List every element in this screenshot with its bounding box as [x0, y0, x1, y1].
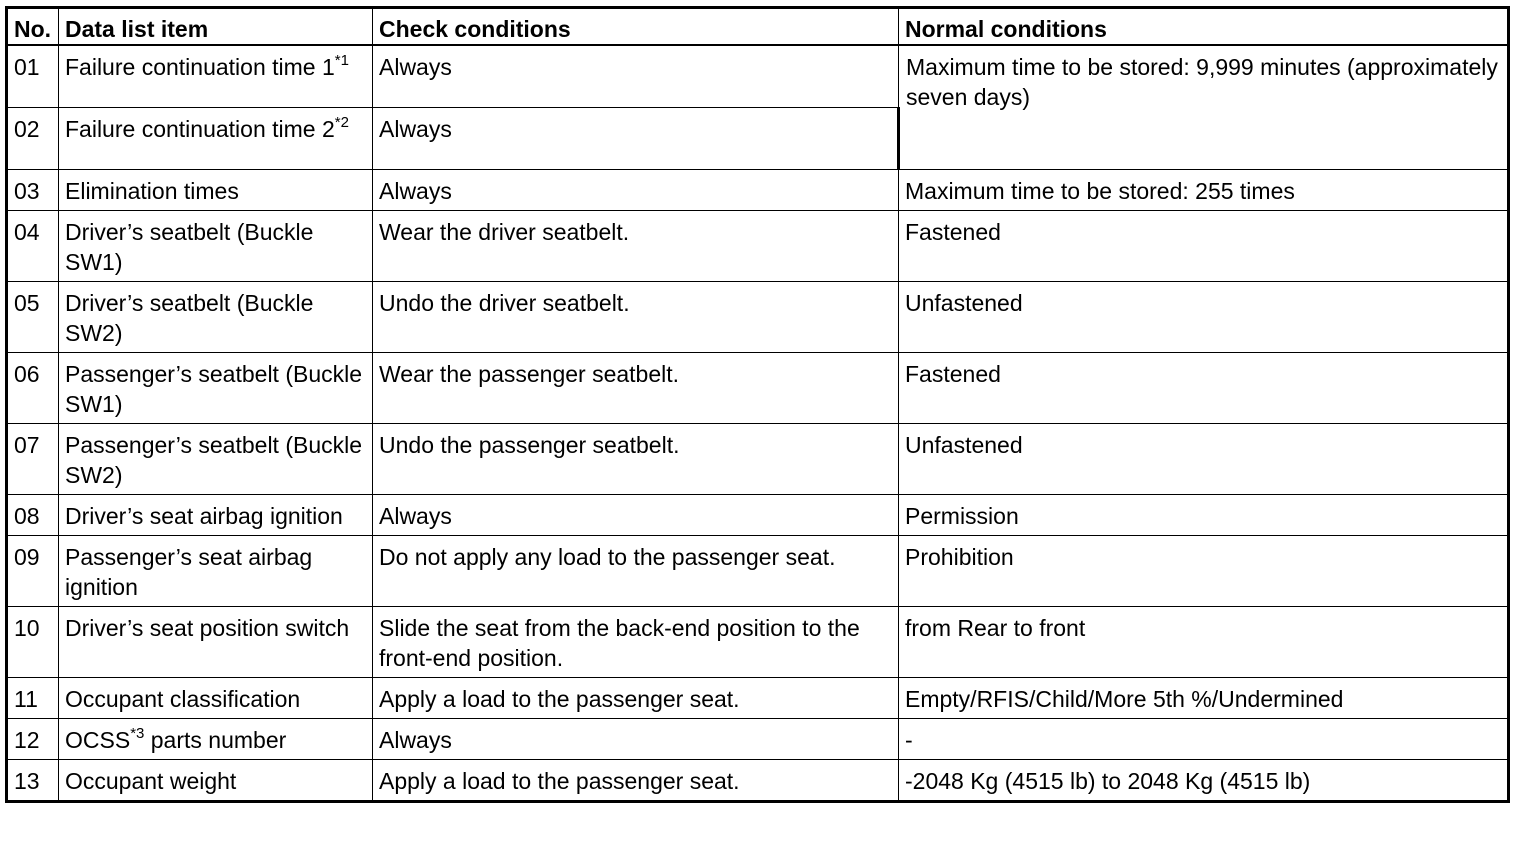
footnote-mark: *1 [334, 52, 349, 69]
table-row [7, 352, 1509, 423]
cell-normal: Empty/RFIS/Child/More 5th %/Undermined [899, 677, 1509, 718]
cell-no: 13 [7, 759, 59, 801]
cell-normal: Unfastened [899, 281, 1509, 352]
table-row [7, 494, 1509, 535]
footnote-mark: *3 [130, 724, 145, 742]
cell-check: Do not apply any load to the passenger seat. [373, 535, 899, 606]
cell-item: Driver’s seat position switch [59, 606, 373, 677]
cell-check: Wear the driver seatbelt. [373, 210, 899, 281]
cell-item-text: parts number [144, 726, 287, 753]
cell-normal: Permission [899, 494, 1509, 535]
cell-normal: from Rear to front [899, 606, 1509, 677]
cell-item: Elimination times [59, 169, 373, 210]
header-check-conditions: Check conditions [373, 8, 899, 46]
table-row [7, 677, 1509, 718]
cell-no: 08 [7, 494, 59, 535]
cell-no: 09 [7, 535, 59, 606]
cell-normal: - [899, 718, 1509, 759]
table-row [7, 606, 1509, 677]
table-row [7, 423, 1509, 494]
table-row [7, 281, 1509, 352]
cell-item-text: Failure continuation time 1 [65, 54, 335, 80]
cell-normal: Maximum time to be stored: 255 times [899, 169, 1509, 210]
cell-check: Apply a load to the passenger seat. [373, 677, 899, 718]
cell-normal: Prohibition [899, 535, 1509, 606]
cell-normal: Fastened [899, 210, 1509, 281]
table-row [7, 718, 1509, 759]
cell-item [59, 718, 373, 759]
cell-no: 02 [7, 107, 59, 169]
cell-item: Passenger’s seatbelt (Buckle SW2) [59, 423, 373, 494]
cell-no: 11 [7, 677, 59, 718]
cell-item: Occupant classification [59, 677, 373, 718]
header-no: No. [7, 8, 59, 46]
cell-no: 05 [7, 281, 59, 352]
cell-item: Passenger’s seatbelt (Buckle SW1) [59, 352, 373, 423]
table-row [7, 759, 1509, 801]
cell-item [59, 107, 373, 169]
cell-item: Driver’s seatbelt (Buckle SW1) [59, 210, 373, 281]
cell-normal: -2048 Kg (4515 lb) to 2048 Kg (4515 lb) [899, 759, 1509, 801]
cell-normal: Maximum time to be stored: 9,999 minutes (approximately seven days) [899, 45, 1509, 169]
header-normal-conditions: Normal conditions [899, 8, 1509, 46]
cell-item: Driver’s seatbelt (Buckle SW2) [59, 281, 373, 352]
cell-no: 06 [7, 352, 59, 423]
cell-check: Wear the passenger seatbelt. [373, 352, 899, 423]
cell-item: Occupant weight [59, 759, 373, 801]
cell-item: Passenger’s seat airbag ignition [59, 535, 373, 606]
cell-no: 10 [7, 606, 59, 677]
cell-check: Apply a load to the passenger seat. [373, 759, 899, 801]
footnote-mark: *2 [334, 113, 349, 131]
cell-no: 12 [7, 718, 59, 759]
table-row [7, 169, 1509, 210]
cell-check: Always [373, 718, 899, 759]
cell-check: Always [373, 107, 899, 169]
table-header-row [7, 8, 1509, 46]
table-row [7, 45, 1509, 107]
cell-no: 03 [7, 169, 59, 210]
cell-check: Undo the driver seatbelt. [373, 281, 899, 352]
cell-check: Undo the passenger seatbelt. [373, 423, 899, 494]
data-list-table [5, 6, 1510, 803]
table-row [7, 210, 1509, 281]
cell-normal: Unfastened [899, 423, 1509, 494]
cell-no: 04 [7, 210, 59, 281]
cell-check: Always [373, 494, 899, 535]
cell-item-text: Failure continuation time 2 [65, 115, 335, 142]
cell-check: Always [373, 169, 899, 210]
cell-item [59, 45, 373, 107]
cell-no: 07 [7, 423, 59, 494]
cell-check: Always [373, 45, 899, 107]
cell-item: Driver’s seat airbag ignition [59, 494, 373, 535]
table-row [7, 535, 1509, 606]
header-data-list-item: Data list item [59, 8, 373, 46]
cell-item-text: OCSS [65, 726, 131, 753]
cell-check: Slide the seat from the back-end position to the front-end position. [373, 606, 899, 677]
cell-no: 01 [7, 45, 59, 107]
cell-normal: Fastened [899, 352, 1509, 423]
